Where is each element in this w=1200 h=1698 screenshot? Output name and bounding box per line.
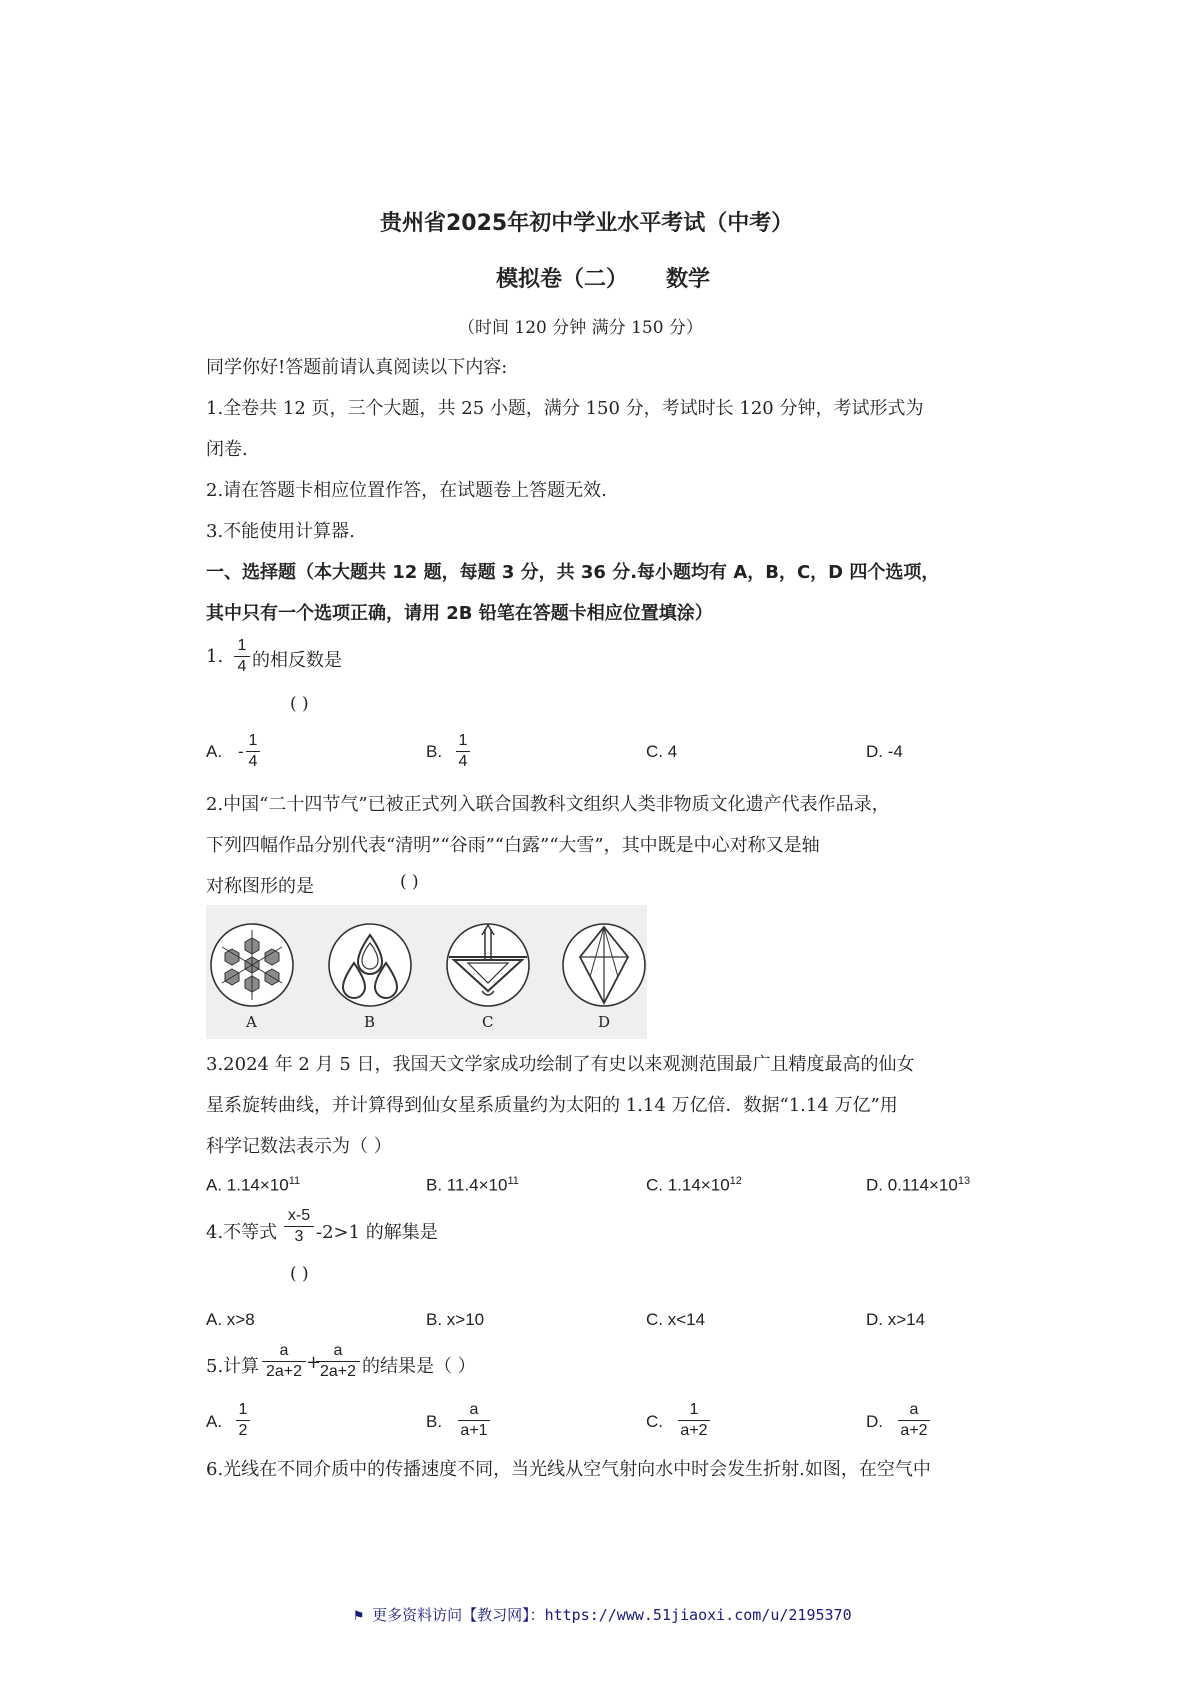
q3-option-b <box>426 1175 519 1196</box>
q4-fraction-denominator: 3 <box>294 1228 304 1245</box>
q3-option-d-base: D. 0.114×10 <box>866 1175 958 1195</box>
q4-fraction-numerator: x-5 <box>287 1207 311 1224</box>
q2-figure-d <box>563 924 645 1006</box>
q3-option-b-base: B. 11.4×10 <box>426 1175 508 1195</box>
q2-figure-b <box>329 924 411 1006</box>
q5-option-c-denominator: a+2 <box>680 1422 708 1439</box>
q5-fraction-2 <box>316 1341 360 1382</box>
q5-option-b-fraction <box>458 1400 490 1441</box>
q5-option-d-fraction <box>898 1400 930 1441</box>
q5-plus-sign: + <box>306 1352 322 1373</box>
q4-option-c: C. x<14 <box>646 1310 706 1329</box>
q2-figure-a <box>211 924 293 1006</box>
q2-figure-label-c: C <box>482 1013 494 1031</box>
q4-option-b: B. x>10 <box>426 1310 485 1329</box>
q5-option-a-fraction <box>236 1400 250 1441</box>
q5-option-d-numerator: a <box>909 1401 919 1418</box>
q5-fraction-1-denominator: 2a+2 <box>265 1363 303 1380</box>
q3-option-a-base: A. 1.14×10 <box>206 1175 289 1195</box>
intro-greeting: 同学你好!答题前请认真阅读以下内容: <box>206 357 508 378</box>
q3-option-c <box>646 1175 742 1196</box>
q2-stem-line-1: 2.中国“二十四节气”已被正式列入联合国教科文组织人类非物质文化遗产代表作品录， <box>206 794 890 815</box>
q5-prefix: 5.计算 <box>206 1356 260 1377</box>
q3-stem-line-1: 3.2024 年 2 月 5 日，我国天文学家成功绘制了有史以来观测范围最广且精度最高的仙女 <box>206 1054 915 1075</box>
q1-option-d: D. -4 <box>866 742 903 761</box>
q4-suffix: -2>1 的解集是 <box>316 1222 438 1243</box>
q5-option-c-label: C. <box>646 1412 663 1431</box>
q5-suffix: 的结果是（ ） <box>362 1356 476 1377</box>
q5-option-d-denominator: a+2 <box>900 1422 928 1439</box>
exam-time-info: （时间 120 分钟 满分 150 分） <box>458 318 703 338</box>
q5-option-b-denominator: a+1 <box>460 1422 488 1439</box>
q3-option-a-exponent: 11 <box>288 1175 301 1187</box>
q5-fraction-2-denominator: 2a+2 <box>319 1363 357 1380</box>
q3-stem-line-3: 科学记数法表示为（ ） <box>206 1136 392 1157</box>
q4-answer-paren: ( ) <box>290 1264 309 1284</box>
flag-icon: ⚑ <box>354 1606 364 1624</box>
q2-figures-svg <box>206 905 647 1039</box>
q3-option-d-exponent: 13 <box>957 1175 971 1187</box>
q4-fraction <box>284 1206 314 1247</box>
q3-stem-line-2: 星系旋转曲线，并计算得到仙女星系质量约为太阳的 1.14 万亿倍．数据“1.14 万亿”用 <box>206 1095 898 1116</box>
q2-answer-paren: ( ) <box>400 872 419 892</box>
intro-rule-1-line-1: 1.全卷共 12 页，三个大题，共 25 小题，满分 150 分，考试时长 120 分钟，考试形式为 <box>206 398 924 419</box>
q2-stem-line-3: 对称图形的是 <box>206 876 314 897</box>
q1-option-b-fraction <box>456 731 470 772</box>
q2-figure-label-d: D <box>598 1013 611 1031</box>
q3-option-a <box>206 1175 300 1196</box>
q5-option-c-numerator: 1 <box>689 1401 699 1418</box>
q3-option-b-exponent: 11 <box>507 1175 519 1187</box>
q5-fraction-1-numerator: a <box>279 1342 289 1359</box>
q1-answer-paren: ( ) <box>290 694 309 714</box>
intro-rule-1-line-2: 闭卷. <box>206 439 248 460</box>
q1-option-a-label: A. <box>206 742 223 761</box>
q1-option-c: C. 4 <box>646 742 678 761</box>
q2-figure-label-b: B <box>364 1013 376 1031</box>
q1-option-b-numerator: 1 <box>458 732 468 749</box>
intro-rule-3: 3.不能使用计算器. <box>206 521 355 542</box>
q5-option-b-numerator: a <box>469 1401 479 1418</box>
q1-option-a-sign: - <box>238 742 244 761</box>
q1-option-b-label: B. <box>426 742 443 761</box>
q1-stem: 的相反数是 <box>252 650 342 671</box>
q1-fraction <box>234 636 250 677</box>
q4-option-a: A. x>8 <box>206 1310 255 1329</box>
section-1-heading-line-1: 一、选择题（本大题共 12 题，每题 3 分，共 36 分.每小题均有 A，B，C，D 四个选项， <box>206 562 940 583</box>
q5-option-d-label: D. <box>866 1412 883 1431</box>
q6-stem-line-1: 6.光线在不同介质中的传播速度不同，当光线从空气射向水中时会发生折射.如图，在空气中 <box>206 1459 931 1480</box>
q4-prefix: 4.不等式 <box>206 1222 278 1243</box>
q5-fraction-2-numerator: a <box>333 1342 343 1359</box>
q5-fraction-1 <box>262 1341 306 1382</box>
q3-option-c-exponent: 12 <box>729 1175 742 1187</box>
q1-option-a-denominator: 4 <box>248 753 258 770</box>
q1-fraction-denominator: 4 <box>237 658 247 675</box>
q5-option-b-label: B. <box>426 1412 443 1431</box>
q5-option-a-label: A. <box>206 1412 223 1431</box>
exam-title: 贵州省2025年初中学业水平考试（中考） <box>380 211 794 236</box>
exam-subtitle-left: 模拟卷（二） <box>496 267 629 292</box>
q4-option-d: D. x>14 <box>866 1310 926 1329</box>
q1-fraction-numerator: 1 <box>237 637 247 654</box>
q2-figures-panel <box>206 905 647 1039</box>
q2-stem-line-2: 下列四幅作品分别代表“清明”“谷雨”“白露”“大雪”，其中既是中心对称又是轴 <box>206 835 820 856</box>
footer-link-text[interactable]: 更多资料访问【教习网】：https://www.51jiaoxi.com/u/2195370 <box>372 1606 852 1624</box>
footer-link[interactable] <box>354 1604 852 1625</box>
q1-number: 1. <box>206 646 224 667</box>
exam-subtitle-right: 数学 <box>666 267 711 292</box>
q2-figure-label-a: A <box>246 1013 257 1031</box>
section-1-heading-line-2: 其中只有一个选项正确，请用 2B 铅笔在答题卡相应位置填涂） <box>206 603 713 624</box>
intro-rule-2: 2.请在答题卡相应位置作答，在试题卷上答题无效. <box>206 480 607 501</box>
q2-figure-c <box>447 924 529 1006</box>
q5-option-c-fraction <box>678 1400 710 1441</box>
q3-option-d <box>866 1175 970 1196</box>
q1-option-a-numerator: 1 <box>248 732 258 749</box>
q3-option-c-base: C. 1.14×10 <box>646 1175 730 1195</box>
q1-option-b-denominator: 4 <box>458 753 468 770</box>
q5-option-a-denominator: 2 <box>238 1422 248 1439</box>
q1-option-a-fraction <box>246 731 260 772</box>
q5-option-a-numerator: 1 <box>238 1401 248 1418</box>
